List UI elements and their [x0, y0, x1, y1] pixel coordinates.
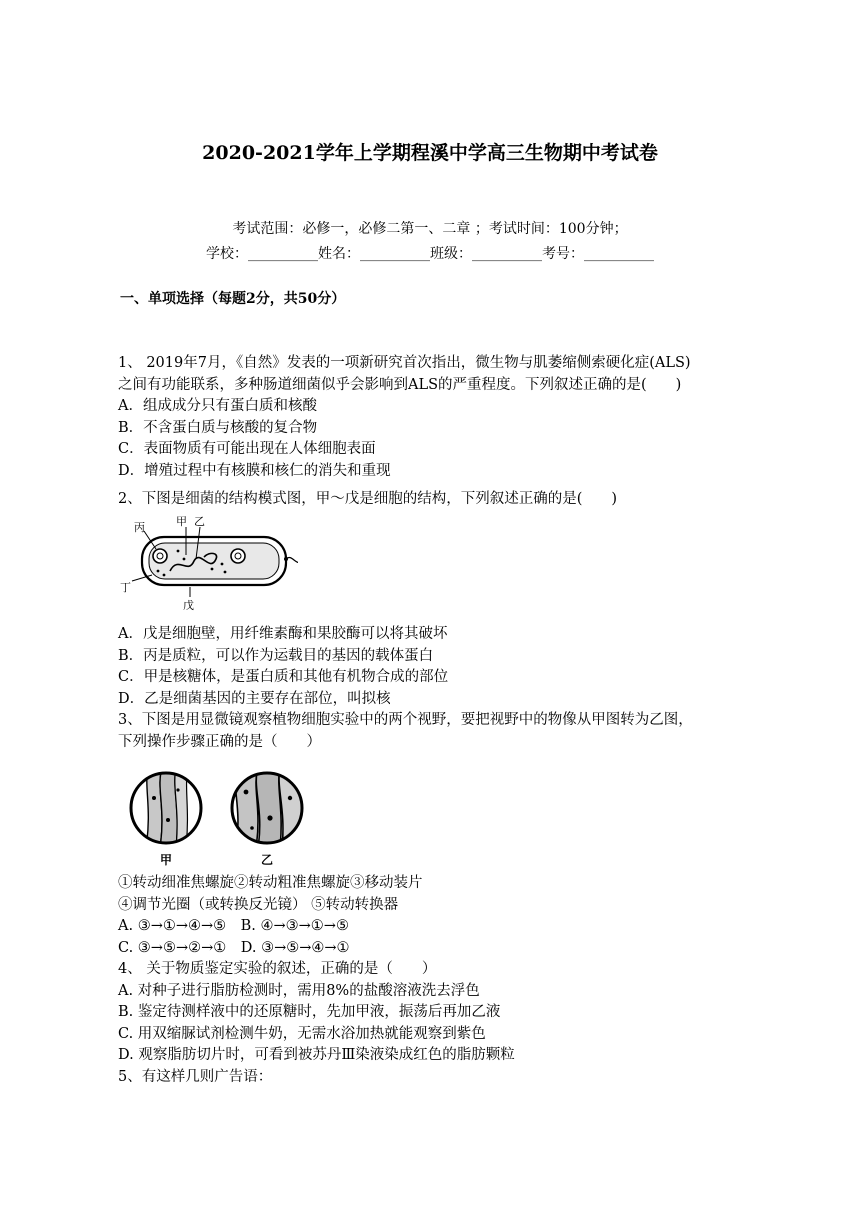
question-4-option-a: A. 对种子进行脂肪检测时，需用8%的盐酸溶液洗去浮色 [118, 982, 480, 999]
question-2-option-d: D．乙是细菌基因的主要存在部位，叫拟核 [118, 690, 391, 707]
question-2-option-c: C．甲是核糖体，是蛋白质和其他有机物合成的部位 [118, 669, 449, 685]
label-field-jia: 甲 [160, 853, 173, 867]
label-wu: 戊 [183, 599, 194, 612]
question-3-stem-line-2: 下列操作步骤正确的是（ ） [118, 733, 321, 750]
question-2-option-b: B．丙是质粒，可以作为运载目的基因的载体蛋白 [118, 647, 434, 664]
question-1 [118, 352, 758, 481]
question-3-options-line-2: C. ③→⑤→②→① D. ③→⑤→④→① [118, 939, 350, 956]
question-3-stem-line-1: 3、下图是用显微镜观察植物细胞实验中的两个视野，要把视野中的物像从甲图转为乙图， [118, 712, 693, 728]
question-2-stem [118, 488, 758, 510]
question-3-options-line-1: A. ③→①→④→⑤ B. ④→③→①→⑤ [118, 918, 349, 934]
question-1-option-a: A．组成成分只有蛋白质和核酸 [118, 398, 317, 414]
question-2-stem-line: 2、下图是细菌的结构模式图，甲～戊是细胞的结构，下列叙述正确的是( ) [118, 491, 618, 507]
question-4-stem: 4、 关于物质鉴定实验的叙述，正确的是（ ） [118, 961, 437, 977]
label-ding: 丁 [120, 581, 131, 594]
question-1-stem-line-2: 之间有功能联系，多种肠道细菌似乎会影响到ALS的严重程度。下列叙述正确的是( ) [118, 376, 682, 393]
label-yi: 乙 [194, 515, 205, 528]
question-1-option-b: B．不含蛋白质与核酸的复合物 [118, 419, 318, 436]
label-bing: 丙 [134, 521, 145, 534]
bacterium-structure-figure [118, 515, 298, 615]
plasmid-right [231, 549, 245, 563]
question-1-stem-line-1: 1、 2019年7月，《自然》发表的一项新研究首次指出，微生物与肌萎缩侧索硬化症(ALS) [118, 355, 691, 371]
label-jia: 甲 [176, 515, 187, 528]
question-3-body [118, 872, 758, 1087]
page-title: 2020-2021学年上学期程溪中学高三生物期中考试卷 [202, 142, 658, 164]
field-jia-cells [146, 768, 188, 848]
microscope-fields-figure [126, 768, 316, 868]
question-1-option-c: C．表面物质有可能出现在人体细胞表面 [118, 441, 376, 457]
question-3-steps-line-1: ①转动细准焦螺旋②转动粗准焦螺旋③移动装片 [118, 875, 423, 891]
exam-scope-line: 考试范围：必修一，必修二第一、二章 ；考试时间：100分钟； [232, 221, 628, 237]
plasmid-left [153, 549, 167, 563]
question-4-option-c: C. 用双缩脲试剂检测牛奶，无需水浴加热就能观察到紫色 [118, 1025, 486, 1042]
section-heading: 一、单项选择（每题2分，共50分） [120, 291, 346, 307]
question-1-option-d: D．增殖过程中有核膜和核仁的消失和重现 [118, 462, 391, 479]
question-4-option-b: B. 鉴定待测样液中的还原糖时，先加甲液，振荡后再加乙液 [118, 1004, 501, 1020]
question-5-stem: 5、有这样几则广告语： [118, 1068, 273, 1085]
question-4-option-d: D. 观察脂肪切片时，可看到被苏丹Ⅲ染液染成红色的脂肪颗粒 [118, 1047, 515, 1063]
question-2-option-a: A．戊是细胞壁，用纤维素酶和果胶酶可以将其破坏 [118, 626, 448, 642]
question-3-steps-line-2: ④调节光圈（或转换反光镜） ⑤转动转换器 [118, 896, 399, 913]
question-2-options [118, 623, 758, 752]
student-fields-line: 学校：__________姓名：__________班级：__________考号：__________ [206, 246, 654, 262]
label-field-yi: 乙 [261, 853, 274, 867]
